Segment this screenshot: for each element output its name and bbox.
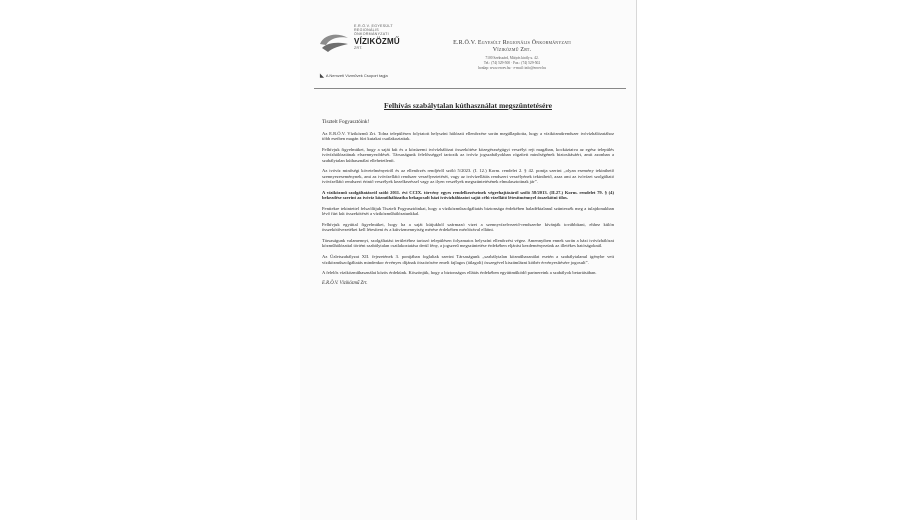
group-text: A Nemzeti Vízművek Csoport tagja xyxy=(325,73,388,78)
paragraph-6: Felhívjuk egyúttal figyelmüket, hogy ha a saját kútjukból származó vizet a szennyvízelvezető-rendszerbe kívánják továbbítani, ehhez külön összekötővezetéket kell létesíteni és a kútvízmennyiség mérése érdekében mérőórával ellátni. xyxy=(322,222,614,233)
address-line: 7100 Szekszárd, Mátyás király u. 42. xyxy=(485,56,539,60)
company-address xyxy=(412,56,612,71)
paragraph-4-legal: A víziközmű szolgáltatásról szóló 2011. évi CCIX. törvény egyes rendelkezéseinek végrehajtásáról szóló 58/2013. (II.27.) Korm. rendelet 79. § (4) bekezdése szerint az ivóvíz közműhálózatba bekapcsolt házi ivóvízhálózatot saját célú vízellátó létesítménnyel összekötni tilos. xyxy=(322,189,614,201)
logo-line-1: E.R.Ö.V. EGYESÜLT xyxy=(354,24,393,28)
paragraph-7: Társaságunk valamennyi, szolgáltatási területéhez tartozó településen folyamatos helyszíni ellenőrzést végez. Amennyiben ennek során a házi ivóvízhálózat közműhálózattal történt szabálytalan csatlakoztatása derül fény, a jogszerű megszüntetése érdekében eljárást kezdeményezünk az illetékes hatóságoknál. xyxy=(322,238,614,249)
logo-text xyxy=(354,24,400,50)
greeting: Tisztelt Fogyasztóink! xyxy=(322,119,370,125)
paragraph-2: Felhívjuk figyelmüket, hogy a saját kút és a közüzemi ivóvízhálózat összekötése közegészségügyi veszélyt rejt magában, kockáztatva az egész település ivóvízhálózatának elszennyeződését. Társaságunk felelősséggel tartozik az ivóvíz jogszabályokban rögzített minőségének biztosításáért, amit azonban a szabálytalan kúthasználat ellehetetlenít. xyxy=(322,147,614,163)
paragraph-5: Fentiekre tekintettel felszólítjuk Tisztelt Fogyasztóinkat, hogy a víziközműszolgáltatás biztonsága érdekében haladéktalanul szüntessék meg a tulajdonukban lévő fúrt kút összekötését a víziközműhálózatunkkal. xyxy=(322,205,614,217)
paragraph-9: A felelős víziközműhasználat közös érdekünk. Köszönjük, hogy a biztonságos ellátás érdekében együttműködő partnereink a szabályok betartásában. xyxy=(322,270,597,276)
group-membership xyxy=(320,73,388,79)
company-name: E.R.Ö.V. Egyesült Regionális Önkormányzati xyxy=(453,40,571,46)
paragraph-1: Az E.R.Ö.V. Víziközmű Zrt. Tolna településen folytatott helyszíni hálózati ellenőrzése során megállapította, hogy a víziközműrendszer ivóvízhálózatához több esetben magán fúrt kutakat csatlakoztattak. xyxy=(322,131,614,142)
letter-body xyxy=(322,101,614,286)
company-logo xyxy=(318,30,350,54)
logo-line-3: ÖNKORMÁNYZATI xyxy=(354,32,389,37)
web-line: honlap: www.eroev.hu · e-mail: info@eroev.hu xyxy=(478,66,546,70)
paragraph-8: Az Üzletszabályzat XII. fejezetének 3. pontjában foglaltak szerint Társaságunk „szabálytalan közműhasználat esetén a szabálytalanul igénybe vett víziközműszolgáltatás mindenkor érvényes díjának ötszörösére emelt fajlagos (átlagolt) összegével kiszámlázni kötbér érvényesítésére jogosult”. xyxy=(322,254,614,265)
letter-title: Felhívás szabálytalan kúthasználat megszüntetésére xyxy=(384,101,552,110)
group-logo-icon: ◣ xyxy=(320,73,324,79)
logo-line-2: REGIONÁLIS xyxy=(354,28,379,33)
letter-page xyxy=(300,0,637,520)
letterhead xyxy=(412,40,612,71)
logo-suffix: ZRT. xyxy=(354,45,363,50)
header-divider xyxy=(314,88,626,89)
phone-line: Tel.: (74) 529-500 · Fax.: (74) 529-502 xyxy=(483,61,541,65)
signature: E.R.Ö.V. Víziközmű Zrt. xyxy=(322,281,368,287)
logo-brand: VÍZIKÖZMŰ xyxy=(354,36,400,46)
company-name-2: Víziközmű Zrt. xyxy=(492,47,532,53)
paragraph-3: Az ivóvíz minőségi követelményeiről és az ellenőrzés rendjéről szóló 5/2023. (I. 12.) Korm. rendelet 2. § 42. pontja szerint „olyan esemény tekinthető szennyezeseménynek, ami az ivóvízellátó rendszer veszélyeztetését, vagy az ivóvízellátás rendszeri veszélyének tekinthető, azaz ami az ivóvízet szolgáltató ivóvízellátó rendszeri érintő veszélyek kezelkezéssel vagy az ilyen veszélyek megszüntetésének elmulasztottnak jár”. xyxy=(322,168,614,185)
